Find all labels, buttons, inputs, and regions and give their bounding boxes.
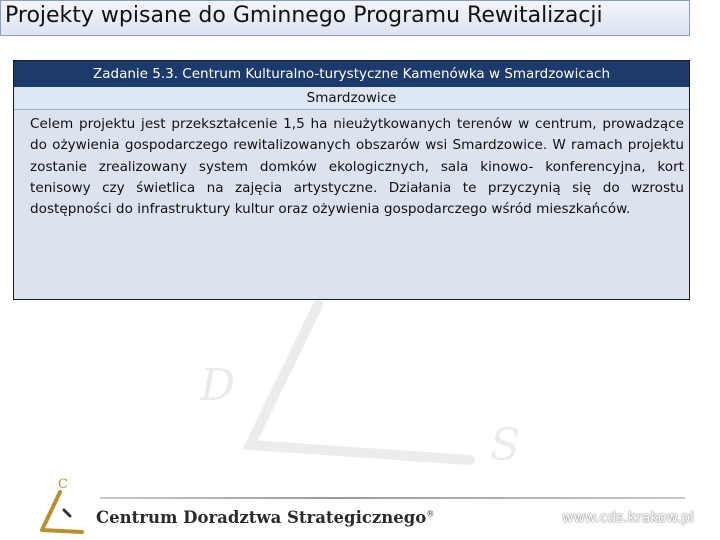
brand-name [96,508,434,527]
title-bar [0,0,690,36]
svg-text:D: D [200,360,236,411]
company-logo [28,472,88,536]
task-location: Smardzowice [14,87,689,110]
logo-letter: C [58,477,68,492]
registered-mark: ® [426,509,435,519]
watermark-logo [0,300,720,490]
footer-divider [100,497,685,499]
task-card [13,60,690,300]
brand-text: Centrum Doradztwa Strategicznego [96,508,427,527]
svg-text:S: S [490,420,521,471]
logo-mark-icon [42,492,82,532]
task-description: Celem projektu jest przekształcenie 1,5 ha nieużytkowanych terenów w centrum, prowadzące do ożywienia gospodarczego rewitalizowanych obszarów wsi Smardzowice. W ramach projektu zostanie zrealizowany system domków ekologicznych, sala kinowo- konferencyjna, kort tenisowy czy świetlica na zajęcia artystyczne. Działania te przyczynią się do wzrostu dostępności do infrastruktury kultur oraz ożywienia gospodarczego wśród mieszkańców. [30,116,684,218]
task-header: Zadanie 5.3. Centrum Kulturalno-turystyczne Kamenówka w Smardzowicach [14,61,689,87]
website-url[interactable]: www.cds.krakow.pl [562,510,694,526]
slide-title: Projekty wpisane do Gminnego Programu Rewitalizacji [5,3,603,28]
